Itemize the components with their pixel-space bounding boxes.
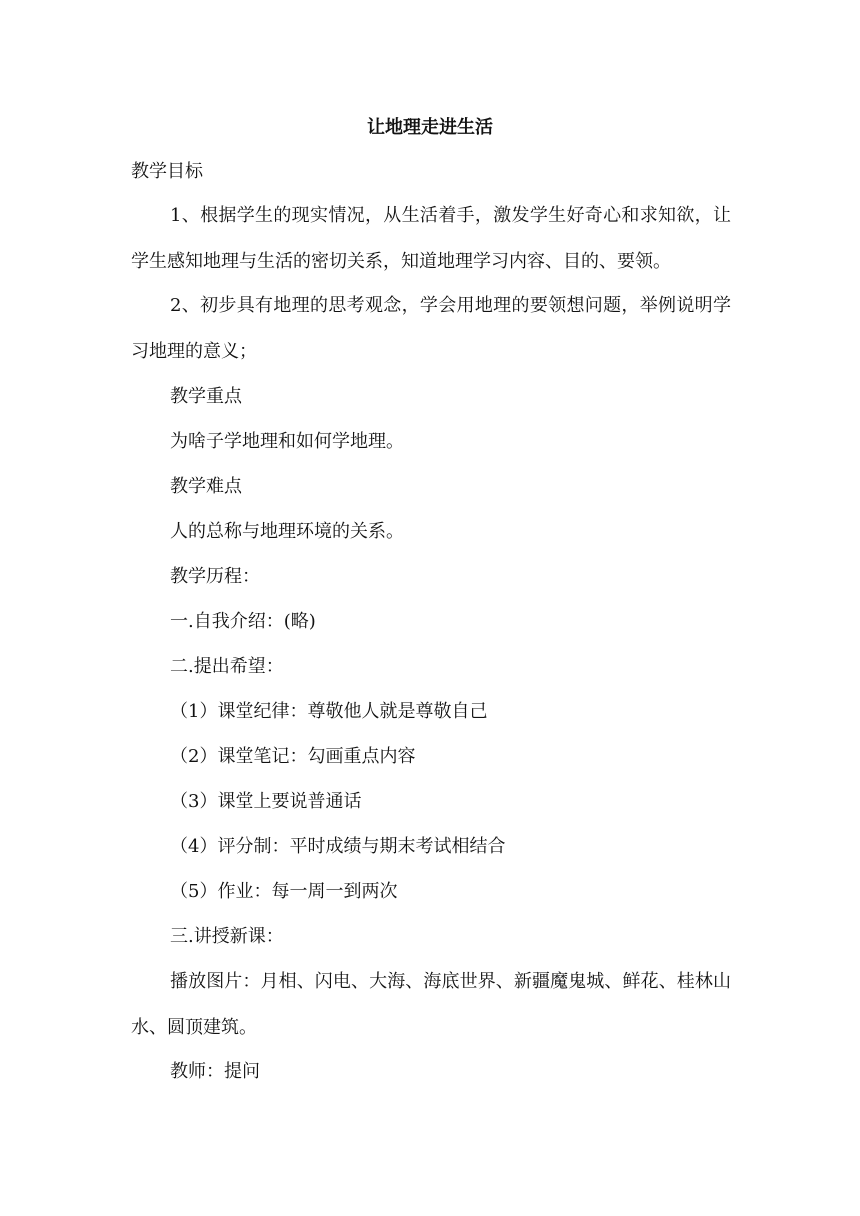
hope-item: （1）课堂纪律：尊敬他人就是尊敬自己 [170, 701, 488, 722]
step-1-introduction: 一.自我介绍：(略) [170, 611, 316, 632]
hope-item: （4）评分制：平时成绩与期末考试相结合 [170, 836, 506, 857]
heading-objectives: 教学目标 [131, 161, 203, 182]
difficulty-text: 人的总称与地理环境的关系。 [170, 521, 404, 542]
step-2-hopes: 二.提出希望： [170, 656, 284, 677]
hope-item: （3）课堂上要说普通话 [170, 791, 362, 812]
objective-1-paragraph: 1、根据学生的现实情况，从生活着手，激发学生好奇心和求知欲，让学生感知地理与生活的密切关系，知道地理学习内容、目的、要领。 [131, 205, 731, 272]
teacher-question: 教师：提问 [170, 1061, 260, 1082]
heading-key-points: 教学重点 [170, 386, 242, 407]
heading-process: 教学历程： [170, 566, 260, 587]
objective-2-paragraph: 2、初步具有地理的思考观念，学会用地理的要领想问题，举例说明学习地理的意义； [131, 295, 731, 362]
key-points-text: 为啥子学地理和如何学地理。 [170, 431, 404, 452]
hope-item: （2）课堂笔记：勾画重点内容 [170, 746, 416, 767]
heading-difficulty: 教学难点 [170, 476, 242, 497]
pictures-paragraph: 播放图片：月相、闪电、大海、海底世界、新疆魔鬼城、鲜花、桂林山水、圆顶建筑。 [131, 971, 731, 1038]
document-title: 让地理走进生活 [367, 117, 493, 138]
step-3-new-lesson: 三.讲授新课： [170, 926, 284, 947]
hope-item: （5）作业：每一周一到两次 [170, 881, 398, 902]
